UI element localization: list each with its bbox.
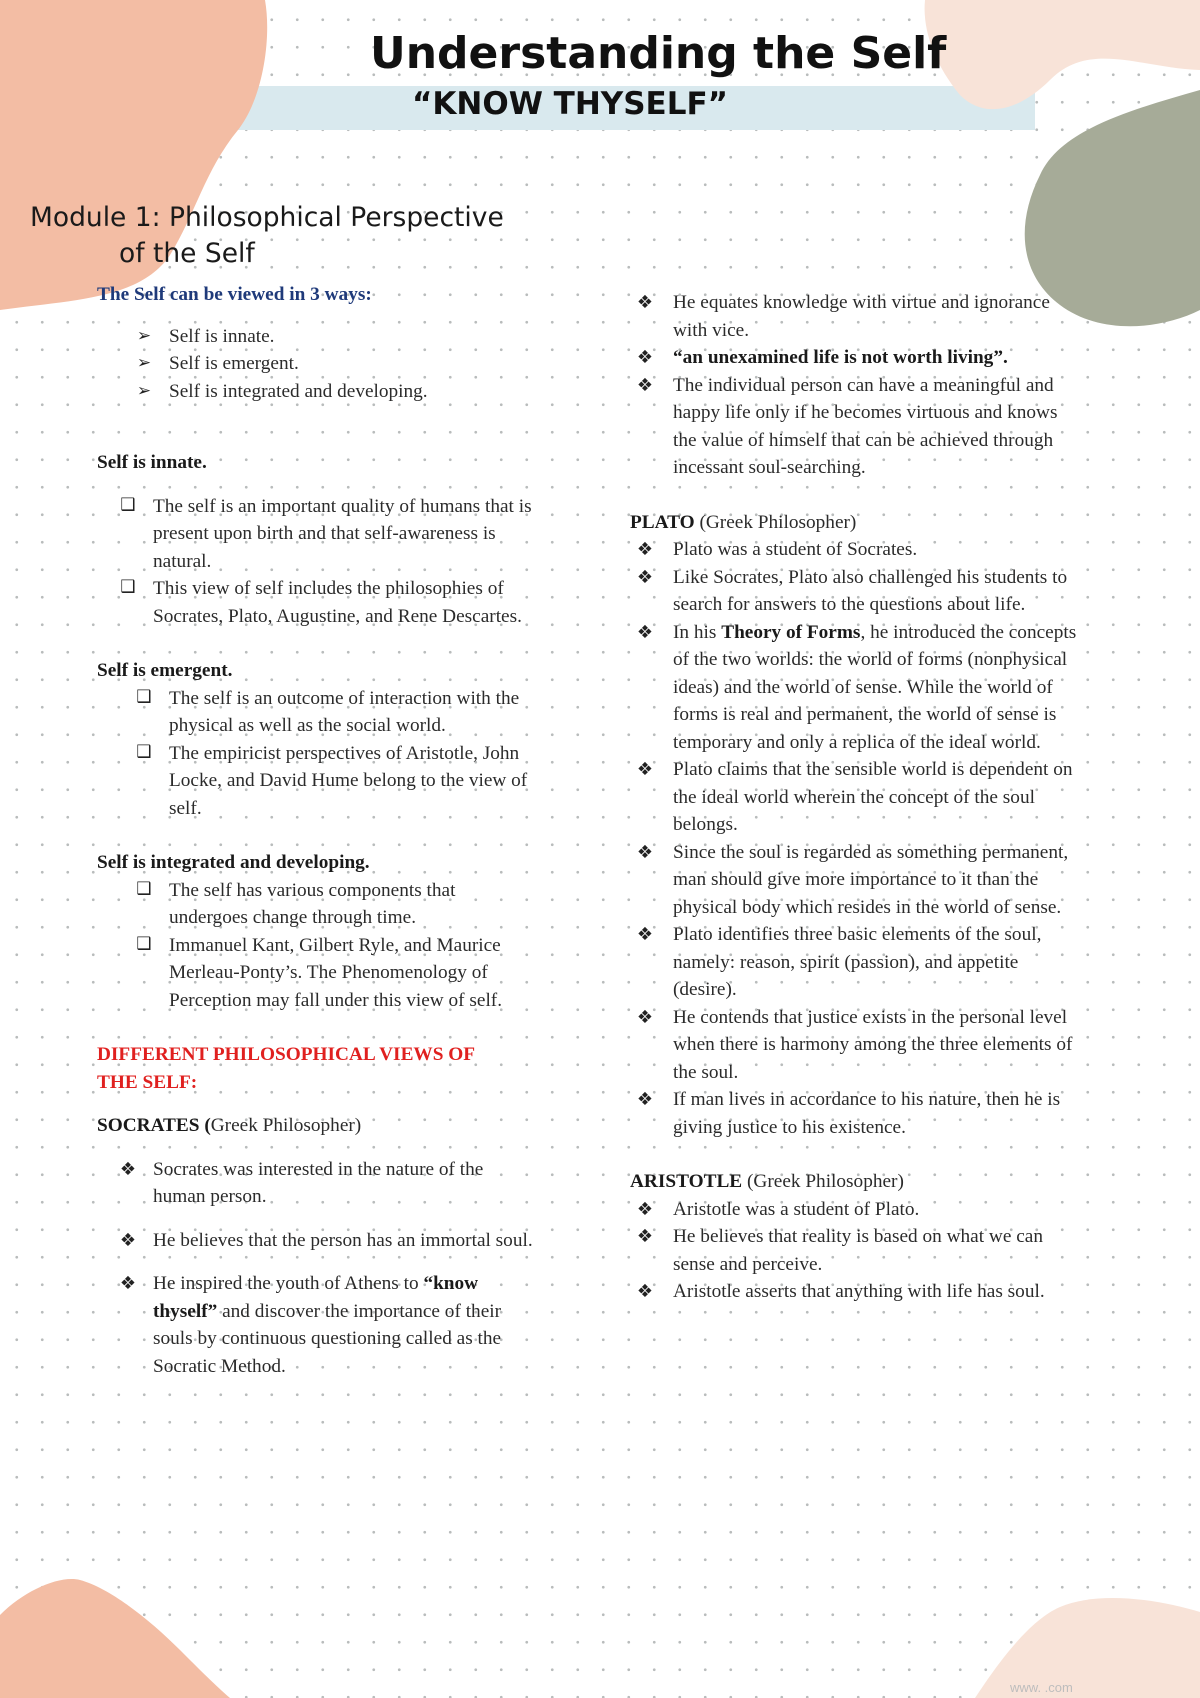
innate-heading: Self is innate. bbox=[97, 452, 207, 473]
module-heading bbox=[30, 200, 550, 272]
list-item: ➢ Self is emergent. bbox=[97, 350, 537, 378]
emergent-list bbox=[97, 685, 537, 823]
list-item: ❖ The individual person can have a meaningful and happy life only if he becomes virtuous and knows the value of himself that can be achieved through incessant soul-searching. bbox=[630, 372, 1080, 482]
diamond-bullet-icon: ❖ bbox=[636, 1198, 654, 1220]
integrated-list bbox=[97, 877, 537, 1015]
checkbox-bullet-icon: ❑ bbox=[136, 878, 152, 899]
list-item: ❖ He inspired the youth of Athens to “know thyself” and discover the importance of their souls by continuous questioning called as the Socratic Method. bbox=[97, 1270, 537, 1380]
list-item: ❑ The empiricist perspectives of Aristotle, John Locke, and David Hume belong to the view of self. bbox=[97, 740, 537, 823]
innate-list bbox=[97, 493, 537, 631]
aristotle-heading bbox=[630, 1168, 1080, 1196]
diamond-bullet-icon: ❖ bbox=[636, 621, 654, 643]
list-item: ❑ The self is an outcome of interaction with the physical as well as the social world. bbox=[97, 685, 537, 740]
diamond-bullet-icon: ❖ bbox=[119, 1273, 137, 1294]
diamond-bullet-icon: ❖ bbox=[636, 347, 654, 368]
checkbox-bullet-icon: ❑ bbox=[136, 933, 152, 954]
checkbox-bullet-icon: ❑ bbox=[136, 741, 152, 762]
list-item: ❖ Socrates was interested in the nature of the human person. bbox=[97, 1156, 537, 1211]
list-item: ❖ “an unexamined life is not worth living”. bbox=[630, 344, 1080, 372]
diamond-bullet-icon: ❖ bbox=[636, 1006, 654, 1028]
left-column bbox=[97, 281, 537, 1396]
ways-list bbox=[97, 323, 537, 406]
diamond-bullet-icon: ❖ bbox=[636, 759, 654, 780]
socrates-heading bbox=[97, 1112, 537, 1140]
list-item: ❖ Plato was a student of Socrates. bbox=[630, 536, 1080, 564]
list-item: ❖ Aristotle asserts that anything with life has soul. bbox=[630, 1278, 1080, 1306]
right-column bbox=[630, 289, 1080, 1306]
list-item: ❖ He contends that justice exists in the personal level when there is harmony among the three elements of the soul. bbox=[630, 1004, 1080, 1087]
arrow-bullet-icon: ➢ bbox=[136, 380, 152, 401]
socrates-list bbox=[97, 1156, 537, 1381]
list-item: ❑ Immanuel Kant, Gilbert Ryle, and Maurice Merleau-Ponty’s. The Phenomenology of Perception may fall under this view of self. bbox=[97, 932, 537, 1015]
list-item: ❖ He believes that reality is based on what we can sense and perceive. bbox=[630, 1223, 1080, 1278]
checkbox-bullet-icon: ❑ bbox=[120, 494, 136, 515]
plato-name: PLATO bbox=[630, 511, 695, 533]
list-item: ➢ Self is innate. bbox=[97, 323, 537, 351]
module-heading-line-1: Module 1: Philosophical Perspective bbox=[30, 202, 504, 233]
diamond-bullet-icon: ❖ bbox=[636, 924, 654, 945]
list-item: ❑ This view of self includes the philosophies of Socrates, Plato, Augustine, and Rene Descartes. bbox=[97, 575, 537, 630]
socrates-description: Greek Philosopher) bbox=[210, 1115, 362, 1136]
aristotle-name: ARISTOTLE bbox=[630, 1171, 743, 1192]
checkbox-bullet-icon: ❑ bbox=[120, 577, 136, 597]
watermark: www. .com bbox=[1010, 1680, 1073, 1695]
list-item: ❖ Plato claims that the sensible world is dependent on the ideal world wherein the concept of the soul belongs. bbox=[630, 756, 1080, 839]
diamond-bullet-icon: ❖ bbox=[636, 1226, 654, 1247]
plato-heading bbox=[630, 509, 1080, 537]
diamond-bullet-icon: ❖ bbox=[636, 292, 654, 313]
emergent-heading: Self is emergent. bbox=[97, 660, 233, 681]
list-item: ❖ Aristotle was a student of Plato. bbox=[630, 1196, 1080, 1224]
list-item: ❖ He believes that the person has an immortal soul. bbox=[97, 1227, 537, 1255]
list-item: ❖ If man lives in accordance to his nature, then he is giving justice to his existence. bbox=[630, 1086, 1080, 1141]
list-item: ❖ Plato identifies three basic elements of the soul, namely: reason, spirit (passion), and appetite (desire). bbox=[630, 921, 1080, 1004]
socrates-continued-list bbox=[630, 289, 1080, 482]
diamond-bullet-icon: ❖ bbox=[636, 1281, 654, 1302]
diamond-bullet-icon: ❖ bbox=[119, 1158, 137, 1180]
diamond-bullet-icon: ❖ bbox=[636, 1089, 654, 1110]
list-item: ❑ The self is an important quality of humans that is present upon birth and that self-awareness is natural. bbox=[97, 493, 537, 576]
list-item: ❖ Like Socrates, Plato also challenged his students to search for answers to the questions about life. bbox=[630, 564, 1080, 619]
socrates-name: SOCRATES ( bbox=[97, 1115, 211, 1136]
page-title: Understanding the Self bbox=[370, 28, 947, 79]
plato-list bbox=[630, 536, 1080, 1141]
diamond-bullet-icon: ❖ bbox=[636, 566, 654, 588]
plato-description: (Greek Philosopher) bbox=[694, 511, 857, 533]
list-item: ❖ He equates knowledge with virtue and ignorance with vice. bbox=[630, 289, 1080, 344]
philosophical-views-heading: DIFFERENT PHILOSOPHICAL VIEWS OF THE SELF: bbox=[97, 1044, 475, 1093]
arrow-bullet-icon: ➢ bbox=[136, 353, 152, 373]
list-item: ❖ In his Theory of Forms, he introduced the concepts of the two worlds: the world of forms (nonphysical ideas) and the world of sense. While the world of forms is real and permanent, the world of sense is temporary and only a replica of the ideal world. bbox=[630, 619, 1080, 757]
page-subtitle: “KNOW THYSELF” bbox=[412, 86, 729, 122]
diamond-bullet-icon: ❖ bbox=[636, 841, 654, 863]
list-item: ➢ Self is integrated and developing. bbox=[97, 378, 537, 406]
integrated-heading: Self is integrated and developing. bbox=[97, 852, 370, 873]
module-heading-line-2: of the Self bbox=[119, 238, 255, 269]
diamond-bullet-icon: ❖ bbox=[636, 374, 654, 396]
list-item: ❖ Since the soul is regarded as something permanent, man should give more importance to it than the physical body which resides in the world of sense. bbox=[630, 839, 1080, 922]
diamond-bullet-icon: ❖ bbox=[636, 539, 654, 560]
checkbox-bullet-icon: ❑ bbox=[136, 686, 152, 707]
diamond-bullet-icon: ❖ bbox=[119, 1229, 137, 1251]
ways-heading: The Self can be viewed in 3 ways: bbox=[97, 284, 372, 305]
aristotle-description: (Greek Philosopher) bbox=[742, 1171, 904, 1192]
list-item: ❑ The self has various components that undergoes change through time. bbox=[97, 877, 537, 932]
aristotle-list bbox=[630, 1196, 1080, 1306]
arrow-bullet-icon: ➢ bbox=[136, 325, 152, 346]
